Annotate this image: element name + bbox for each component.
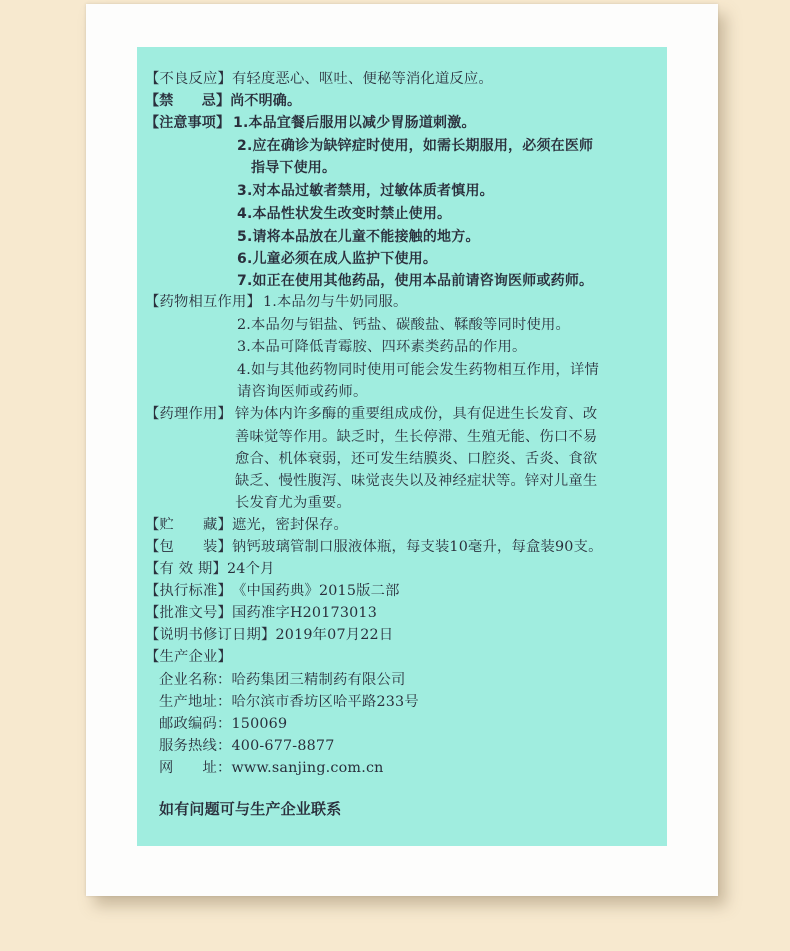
precaution-item: 7.如正在使用其他药品，使用本品前请咨询医师或药师。: [237, 273, 594, 289]
validity-label: 【有 效 期】: [145, 561, 227, 577]
package-text: 钠钙玻璃管制口服液体瓶，每支装10毫升，每盒装90支。: [231, 539, 603, 555]
pharmacology-label: 【药理作用】: [145, 406, 232, 422]
revision-row: [145, 625, 393, 645]
website: www.sanjing.com.cn: [231, 760, 384, 776]
interaction-item: 请咨询医师或药师。: [237, 384, 368, 400]
pharmacology-line: 缺乏、慢性腹泻、味觉丧失以及神经症状等。锌对儿童生: [235, 473, 598, 489]
precaution-item: 5.请将本品放在儿童不能接触的地方。: [237, 229, 480, 245]
field-label: 网 址：: [159, 760, 232, 776]
standard-text: 《中国药典》2015版二部: [231, 583, 400, 599]
precaution-item: 1.本品宜餐后服用以减少胃肠道刺激。: [233, 115, 476, 131]
company-name: 哈药集团三精制药有限公司: [231, 672, 406, 688]
field-label: 企业名称：: [159, 672, 232, 688]
interactions-label: 【药物相互作用】: [145, 294, 261, 310]
interaction-item: 4.如与其他药物同时使用可能会发生药物相互作用，详情: [237, 362, 599, 378]
interaction-item: 3.本品可降低青霉胺、四环素类药品的作用。: [237, 339, 527, 355]
pharmacology-line: 长发育尤为重要。: [235, 495, 351, 511]
footer-contact-note: 如有问题可与生产企业联系: [159, 800, 342, 818]
company-address: 哈尔滨市香坊区哈平路233号: [231, 694, 419, 710]
pharmacology-line: 锌为体内许多酶的重要组成成份，具有促进生长发育、改: [235, 406, 598, 422]
validity-row: [145, 559, 275, 579]
precaution-item: 4.本品性状发生改变时禁止使用。: [237, 206, 452, 222]
field-label: 邮政编码：: [159, 716, 232, 732]
precaution-item: 2.应在确诊为缺锌症时使用，如需长期服用，必须在医师: [237, 138, 594, 154]
precaution-item: 6.儿童必须在成人监护下使用。: [237, 251, 438, 267]
adverse-reactions-label: 【不良反应】: [145, 71, 232, 87]
contraindications-label: 【禁 忌】: [145, 93, 231, 109]
precaution-item: 指导下使用。: [251, 160, 337, 176]
field-label: 生产地址：: [159, 694, 232, 710]
package-row: [145, 537, 603, 557]
postal-code: 150069: [231, 716, 288, 732]
drug-leaflet: [137, 47, 667, 846]
standard-label: 【执行标准】: [145, 583, 232, 599]
contraindications-row: [145, 91, 301, 111]
pharmacology-line: 善味觉等作用。缺乏时，生长停滞、生殖无能、伤口不易: [235, 429, 598, 445]
package-label: 【包 装】: [145, 539, 232, 555]
precautions-label: 【注意事项】: [145, 115, 231, 131]
revision-label: 【说明书修订日期】: [145, 627, 276, 643]
pharmacology-line: 愈合、机体衰弱，还可发生结膜炎、口腔炎、舌炎、食欲: [235, 451, 598, 467]
manufacturer-field: [159, 714, 287, 734]
precaution-item: 3.对本品过敏者禁用，过敏体质者慎用。: [237, 183, 494, 199]
storage-text: 遮光，密封保存。: [231, 517, 348, 533]
manufacturer-label: 【生产企业】: [145, 649, 232, 665]
storage-row: [145, 515, 348, 535]
standard-row: [145, 581, 400, 601]
approval-label: 【批准文号】: [145, 605, 232, 621]
field-label: 服务热线：: [159, 738, 232, 754]
manufacturer-field: [159, 692, 419, 712]
interaction-item: 2.本品勿与铝盐、钙盐、碳酸盐、鞣酸等同时使用。: [237, 317, 570, 333]
contraindications-text: 尚不明确。: [230, 93, 302, 109]
interaction-item: 1.本品勿与牛奶同服。: [263, 294, 408, 310]
revision-text: 2019年07月22日: [275, 627, 394, 643]
approval-text: 国药准字H20173013: [231, 605, 378, 621]
manufacturer-field: [159, 758, 384, 778]
adverse-reactions-row: [145, 69, 493, 89]
manufacturer-field: [159, 670, 405, 690]
approval-row: [145, 603, 377, 623]
validity-text: 24个月: [226, 561, 275, 577]
manufacturer-field: [159, 736, 335, 756]
adverse-reactions-text: 有轻度恶心、呕吐、便秘等消化道反应。: [231, 71, 493, 87]
storage-label: 【贮 藏】: [145, 517, 232, 533]
service-hotline: 400-677-8877: [231, 738, 335, 754]
